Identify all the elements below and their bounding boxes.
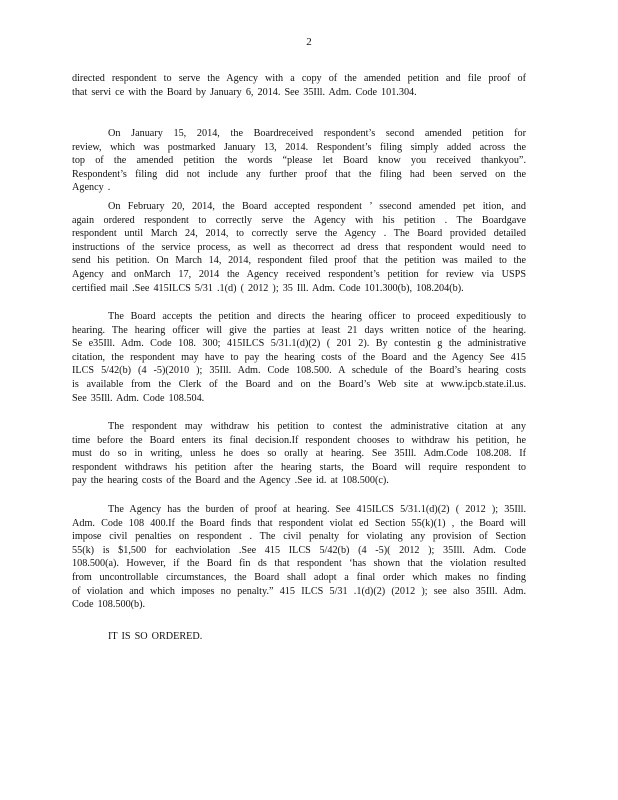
text-line: 55(k) is $1,500 for eachviolation .See 415 ILCS 5/42(b) (4 -5)( 2012 ); 35Ill. Adm. Code [72,544,526,556]
text-line: Agency and onMarch 17, 2014 the Agency received respondent’s petition for review via USPS [72,268,526,280]
text-line: respondent withdraws his petition after the hearing starts, the Board will require respondent to [72,461,526,473]
paragraph-3 [72,200,526,295]
text-line: Respondent’s filing did not include any further proof that the filing had been served on the [72,168,526,180]
text-line: time before the Board enters its final decision.If respondent chooses to withdraw his petition, he [72,434,526,446]
paragraph-5 [72,420,526,488]
paragraph-4 [72,310,526,405]
text-line: 108.500(a). However, if the Board fin ds that respondent ‘has shown that the violation resulted [72,558,526,570]
text-line: The Agency has the burden of proof at hearing. See 415ILCS 5/31.1(d)(2) ( 2012 ); 35Ill. [108,504,526,515]
text-line: Agency . [72,182,111,194]
text-line: instructions of the service process, as well as thecorrect ad dress that respondent would need to [72,241,526,253]
text-line: top of the amended petition the words “please let Board know you received thankyou”. [72,155,526,167]
text-line: ILCS 5/42(b) (4 -5)(2010 ); 35Ill. Adm. Code 108.500. A schedule of the Board’s hearing costs [72,365,526,377]
text-line: Code 108.500(b). [72,599,146,611]
paragraph-2 [72,127,526,195]
text-line: The respondent may withdraw his petition to contest the administrative citation at any [108,421,526,432]
text-line: is available from the Clerk of the Board and on the Board’s Web site at www.ipcb.state.il.us. [72,378,526,390]
text-line: citation, the respondent may have to pay the hearing costs of the Board and the Agency See 415 [72,351,526,363]
text-line: pay the hearing costs of the Board and the Agency .See id. at 108.500(c). [72,475,389,487]
text-line: The Board accepts the petition and directs the hearing officer to proceed expeditiously to [108,311,526,322]
paragraph-1 [72,72,526,99]
text-line: impose civil penalties on respondent . The civil penalty for violating any provision of Section [72,531,526,543]
closing-order: IT IS SO ORDERED. [108,631,203,642]
text-line: Se e35Ill. Adm. Code 108. 300; 415ILCS 5/31.1(d)(2) ( 201 2). By contestin g the administrative [72,338,526,350]
text-line: See 35Ill. Adm. Code 108.504. [72,392,205,404]
text-line: On January 15, 2014, the Boardreceived respondent’s second amended petition for [108,128,526,139]
text-line: Adm. Code 108 400.If the Board finds that respondent violat ed Section 55(k)(1) , the Board will [72,517,526,529]
text-line: from uncontrollable circumstances, the Board shall adopt a final order which makes no finding [72,571,526,583]
text-line: again ordered respondent to correctly serve the Agency with his petition . The Boardgave [72,214,526,226]
text-line: directed respondent to serve the Agency with a copy of the amended petition and file proof of [72,73,526,84]
text-line: review, which was postmarked January 13, 2014. Respondent’s filing simply added across the [72,141,526,153]
text-line: certified mail .See 415ILCS 5/31 .1(d) ( 2012 ); 35 Ill. Adm. Code 101.300(b), 108.204(b). [72,282,464,294]
text-line: send his petition. On March 14, 2014, respondent filed proof that the petition was mailed to the [72,255,526,267]
text-line: that servi ce with the Board by January 6, 2014. See 35Ill. Adm. Code 101.304. [72,86,417,98]
paragraph-6 [72,503,526,612]
text-line: hearing. The hearing officer will give the parties at least 21 days written notice of the hearing. [72,324,526,336]
text-line: respondent until March 24, 2014, to correctly serve the Agency . The Board provided detailed [72,228,526,240]
text-line: On February 20, 2014, the Board accepted respondent ’ ssecond amended pet ition, and [108,201,526,212]
page-number: 2 [306,36,312,48]
text-line: must do so in writing, unless he does so orally at hearing. See 35Ill. Adm.Code 108.208. If [72,448,526,460]
text-line: of violation and which imposes no penalty.” 415 ILCS 5/31 .1(d)(2) (2012 ); see also 35Ill. Adm. [72,585,526,597]
